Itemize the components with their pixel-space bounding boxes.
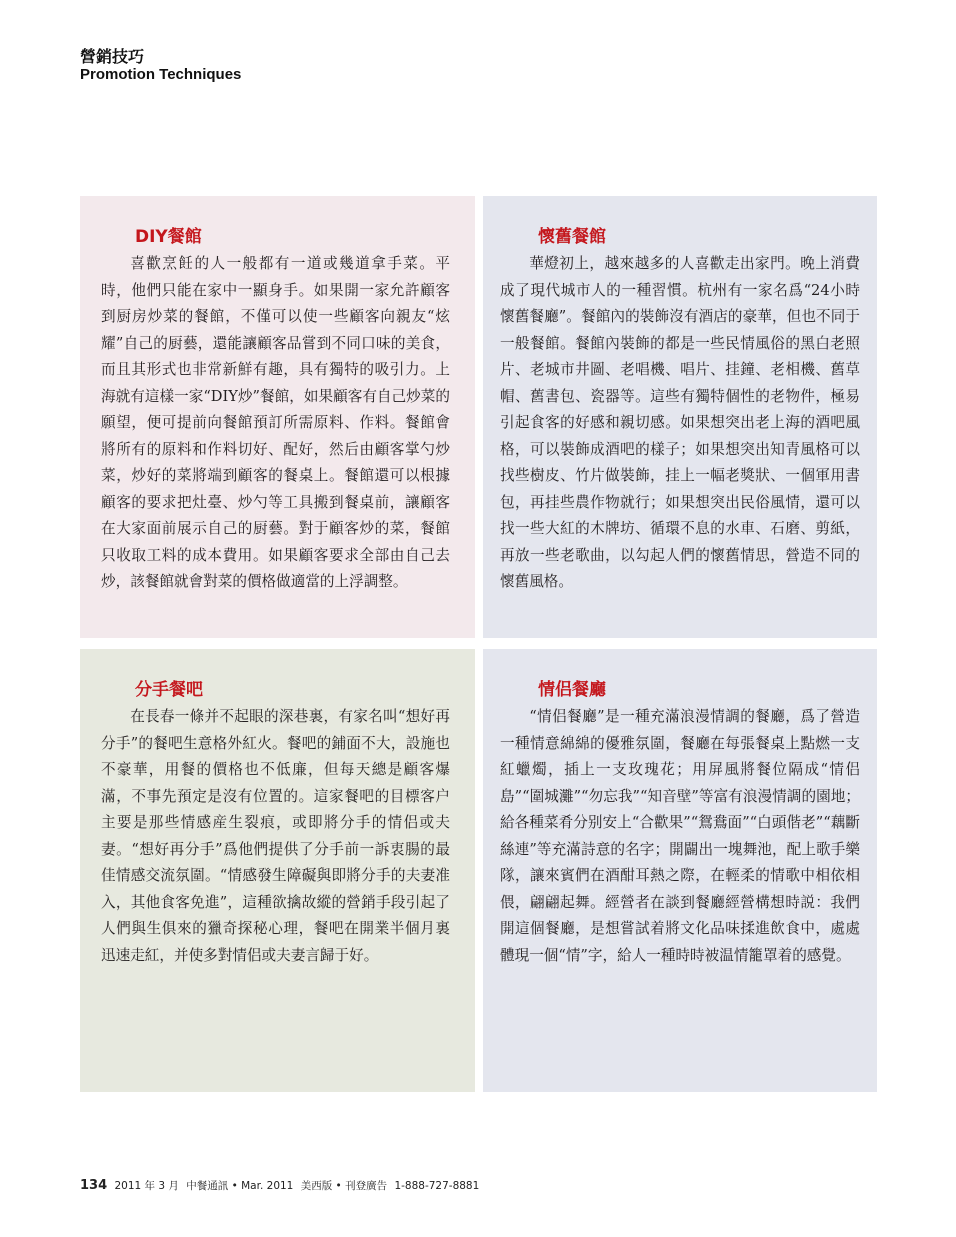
panel-body: 華燈初上，越來越多的人喜歡走出家門。晚上消費成了現代城市人的一種習慣。杭州有一家名爲“24小時懷舊餐廳”。餐館內的裝飾沒有酒店的豪華，但也不同于一般餐館。餐館內裝飾的都是一些民情風俗的黑白老照片、老城市井圖、老唱機、唱片、挂鐘、老相機、舊草帽、舊書包、瓷器等。這些有獨特個性的老物件，極易引起食客的好感和親切感。如果想突出老上海的酒吧風格，可以裝飾成酒吧的樣子；如果想突出知青風格可以找些樹皮、竹片做裝飾，挂上一幅老獎狀、一個軍用書包，再挂些農作物就行；如果想突出民俗風情，還可以找一些大紅的木牌坊、循環不息的水車、石磨、剪紙，再放一些老歌曲，以勾起人們的懷舊情思，營造不同的懷舊風格。: [500, 255, 860, 590]
panel-body: 在長春一條并不起眼的深巷裏，有家名叫“想好再分手”的餐吧生意格外紅火。餐吧的鋪面不大，設施也不豪華，用餐的價格也不低廉，但每天總是顧客爆滿，不事先預定是沒有位置的。這家餐吧的目標客户主要是那些情感産生裂痕，或即將分手的情侣或夫妻。“想好再分手”爲他們提供了分手前一訴衷腸的最佳情感交流氛圍。“情感發生障礙與即將分手的夫妻准入，其他食客免進”，這種欲擒故縱的營銷手段引起了人們與生俱來的獵奇探秘心理，餐吧在開業半個月裏迅速走紅，并使多對情侣或夫妻言歸于好。: [101, 708, 450, 964]
panel-body: “情侣餐廳”是一種充滿浪漫情調的餐廳，爲了營造一種情意綿綿的優雅氛圍，餐廳在每張餐桌上點燃一支紅蠟燭，插上一支玫瑰花；用屏風將餐位隔成“情侣島”“圍城灘”“勿忘我”“知音壁”等富有浪漫情調的園地；給各種菜肴分别安上“合歡果”“鴛鴦面”“白頭偕老”“藕斷絲連”等充滿詩意的名字；開闢出一塊舞池，配上歌手樂隊，讓來賓們在酒酣耳熱之際，在輕柔的情歌中相依相偎，翩翩起舞。經營者在談到餐廳經營構想時説：我們開這個餐廳，是想嘗試着將文化品味揉進飲食中，處處體現一個“情”字，給人一種時時被温情籠罩着的感覺。: [500, 708, 860, 964]
phone-number: 1-888-727-8881: [394, 1180, 480, 1192]
panel-couples-restaurant: [483, 649, 877, 1092]
edition-label: 美西版 • 刊登廣告: [300, 1180, 388, 1192]
section-title-english: Promotion Techniques: [80, 66, 242, 83]
issue-date: 2011 年 3 月: [114, 1180, 179, 1192]
page-footer: [80, 1178, 483, 1194]
section-header: [80, 48, 241, 84]
panel-title: 分手餐吧: [135, 680, 203, 700]
panel-body: 喜歡烹飪的人一般都有一道或幾道拿手菜。平時，他們只能在家中一顯身手。如果開一家允許顧客到厨房炒菜的餐館，不僅可以使一些顧客向親友“炫耀”自己的厨藝，還能讓顧客品嘗到不同口味的美食，而且其形式也非常新鮮有趣，具有獨特的吸引力。上海就有這樣一家“DIY炒”餐館，如果顧客有自己炒菜的願望，便可提前向餐館預訂所需原料、作料。餐館會將所有的原料和作料切好、配好，然后由顧客掌勺炒菜，炒好的菜將端到顧客的餐桌上。餐館還可以根據顧客的要求把灶臺、炒勺等工具搬到餐桌前，讓顧客在大家面前展示自己的厨藝。對于顧客炒的菜，餐館只收取工料的成本費用。如果顧客要求全部由自己去炒，該餐館就會對菜的價格做適當的上浮調整。: [101, 255, 450, 590]
page-number: 134: [80, 1178, 108, 1193]
panel-title: DIY餐館: [135, 227, 202, 247]
section-title-chinese: 營銷技巧: [80, 47, 145, 66]
panel-breakup-bar: [80, 649, 475, 1092]
panel-nostalgic-restaurant: [483, 196, 877, 638]
publication-name: 中餐通訊 • Mar. 2011: [186, 1180, 294, 1192]
panel-title: 情侣餐廳: [538, 680, 606, 700]
panel-diy-restaurant: [80, 196, 475, 638]
panel-title: 懷舊餐館: [538, 227, 606, 247]
